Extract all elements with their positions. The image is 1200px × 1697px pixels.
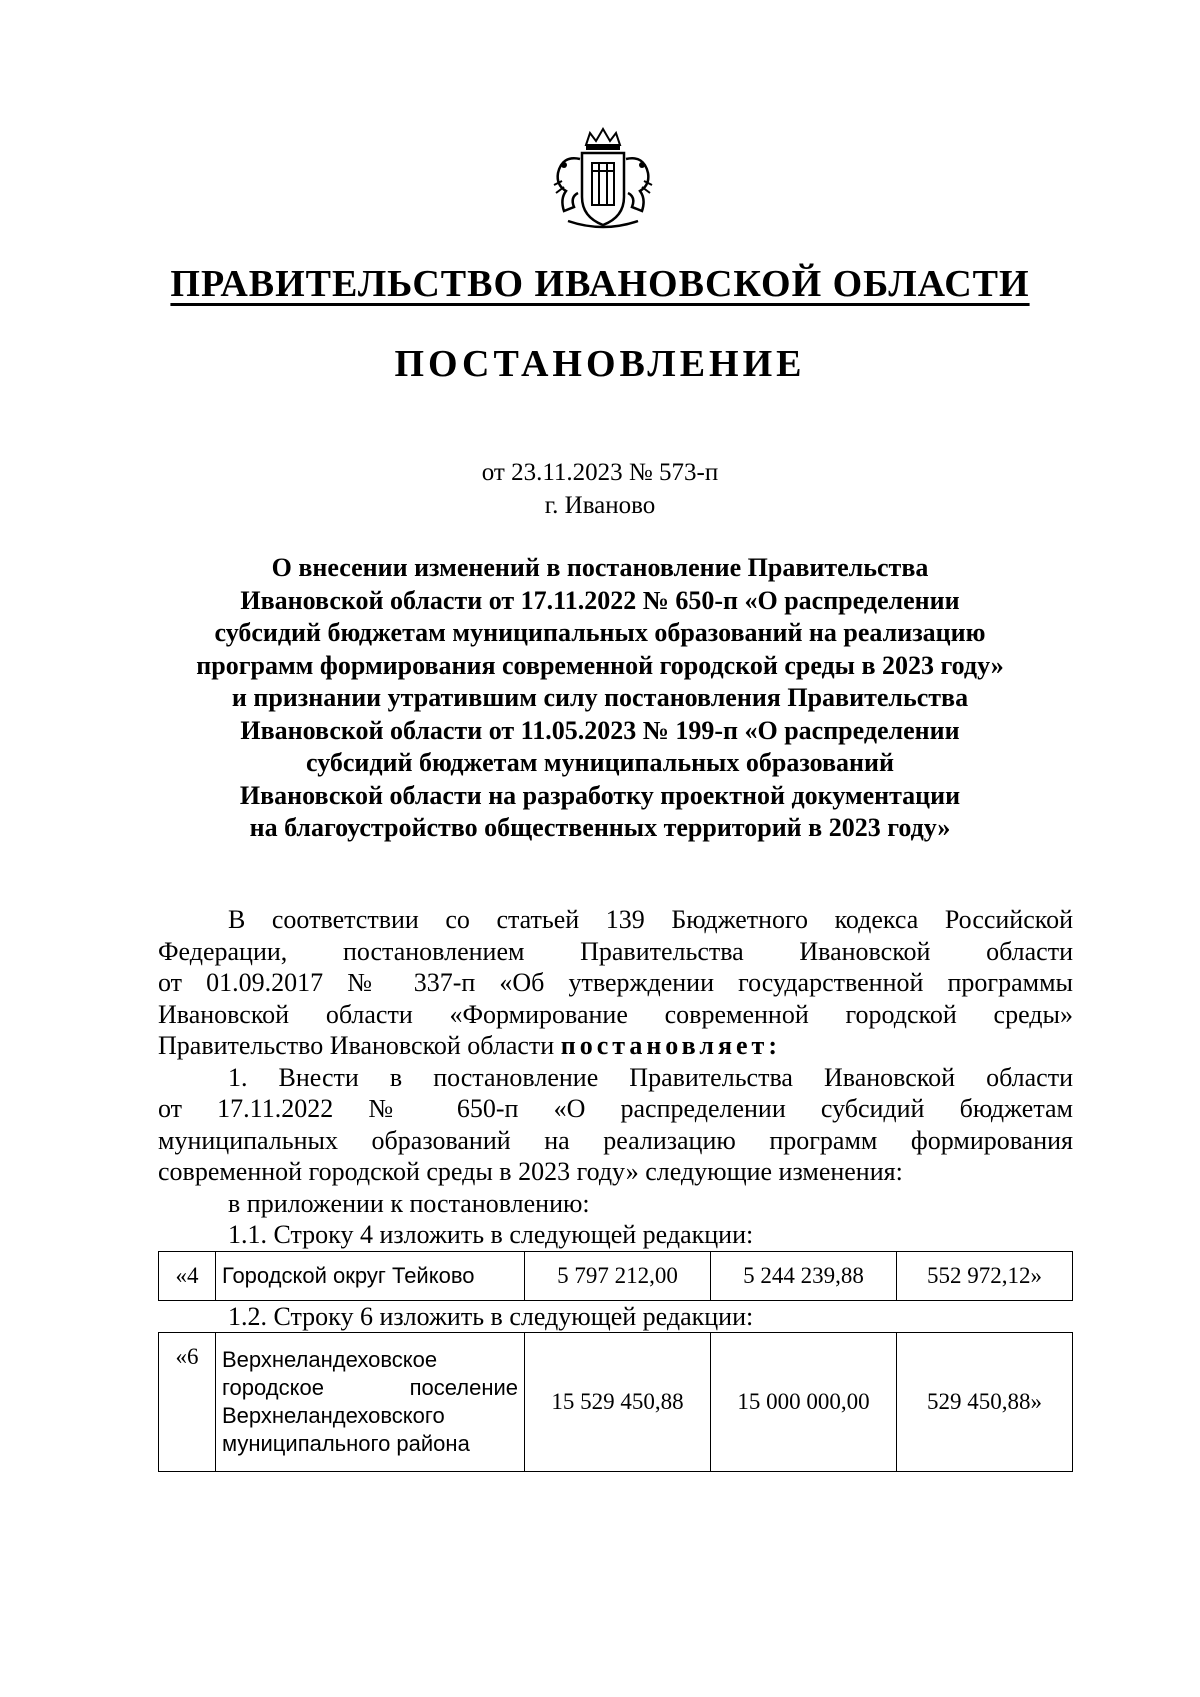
table-row [159, 1333, 1073, 1472]
preamble-last-line [158, 1030, 1073, 1062]
item1-line: 1. Внести в постановление Правительства Ивановской области [228, 1062, 1073, 1092]
resolves-word: постановляет: [560, 1031, 781, 1060]
subitem-1-1-label: 1.1. Строку 4 изложить в следующей редакции: [228, 1220, 754, 1249]
subitem-1-2-label: 1.2. Строку 6 изложить в следующей редакции: [228, 1301, 754, 1331]
title-line: на благоустройство общественных территорий в 2023 году» [249, 813, 951, 842]
title-line: субсидий бюджетам муниципальных образований [306, 748, 894, 777]
municipality-line: Верхнеландеховского [222, 1403, 445, 1428]
row-4-table [158, 1251, 1073, 1301]
row-value-2: 5 244 239,88 [711, 1251, 897, 1300]
municipality-line: Верхнеландеховское [222, 1347, 438, 1372]
row-municipality: Городской округ Тейково [216, 1251, 525, 1300]
row-value-1: 15 529 450,88 [525, 1333, 711, 1472]
row-6-table [158, 1332, 1073, 1472]
document-type: ПОСТАНОВЛЕНИЕ [394, 343, 806, 385]
row-number: «6 [159, 1333, 216, 1472]
title-line: Ивановской области от 11.05.2023 № 199-п «О распределении [240, 715, 960, 745]
row-value-1: 5 797 212,00 [525, 1251, 711, 1300]
preamble-text: Правительство Ивановской области [158, 1031, 555, 1060]
city: г. Иваново [544, 492, 656, 519]
row-value-3: 529 450,88» [897, 1333, 1073, 1472]
date-and-place [0, 456, 1200, 522]
table-row [159, 1251, 1073, 1300]
row-number: «4 [159, 1251, 216, 1300]
coat-of-arms-icon [548, 125, 658, 235]
title-line: О внесении изменений в постановление Правительства [271, 553, 929, 582]
preamble-line: Федерации, постановлением Правительства Ивановской области [158, 936, 1073, 966]
preamble-line: Ивановской области «Формирование современной городской среды» [158, 999, 1073, 1029]
row-value-2: 15 000 000,00 [711, 1333, 897, 1472]
municipality-line: муниципального района [222, 1431, 470, 1456]
item1-line: от 17.11.2022 № 650-п «О распределении субсидий бюджетам [158, 1094, 1073, 1123]
title-line: субсидий бюджетам муниципальных образований на реализацию [214, 618, 986, 647]
municipality-line: городское поселение [222, 1375, 518, 1400]
item1-line: современной городской среды в 2023 году» следующие изменения: [158, 1157, 903, 1186]
preamble-line: от 01.09.2017 № 337-п «Об утверждении государственной программы [158, 968, 1073, 997]
title-line: Ивановской области от 17.11.2022 № 650-п «О распределении [240, 585, 960, 615]
appendix-line: в приложении к постановлению: [228, 1188, 590, 1218]
title-line: и признании утратившим силу постановления Правительства [231, 683, 969, 712]
document-body [158, 904, 1073, 1472]
organization-title: ПРАВИТЕЛЬСТВО ИВАНОВСКОЙ ОБЛАСТИ [170, 263, 1030, 305]
title-line: программ формирования современной городской среды в 2023 году» [196, 650, 1004, 680]
row-value-3: 552 972,12» [897, 1251, 1073, 1300]
item1-line: муниципальных образований на реализацию программ формирования [158, 1125, 1073, 1155]
title-line: Ивановской области на разработку проектной документации [239, 780, 961, 810]
preamble-line: В соответствии со статьей 139 Бюджетного кодекса Российской [228, 905, 1073, 934]
document-title [120, 552, 1080, 845]
date-number: от 23.11.2023 № 573-п [481, 459, 719, 486]
row-municipality [216, 1333, 525, 1472]
